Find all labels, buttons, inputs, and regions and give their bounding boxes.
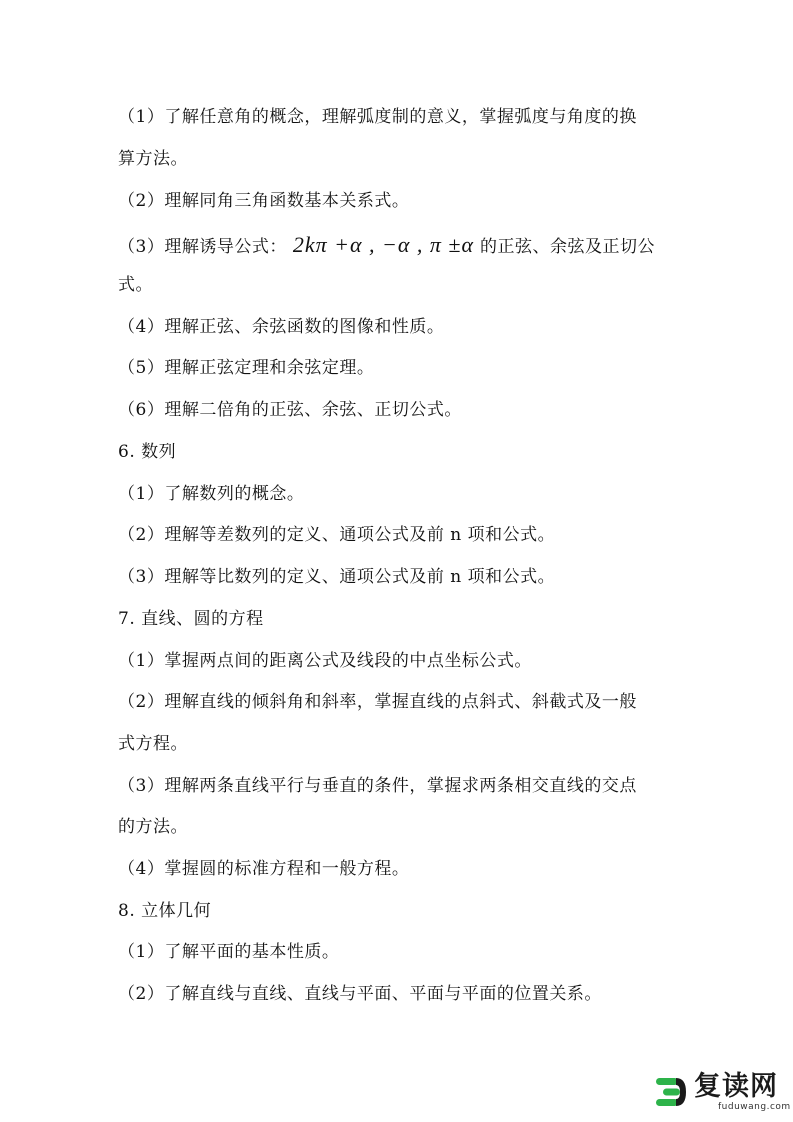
section-heading: 6. 数列: [118, 442, 177, 462]
text-line: （4）掌握圆的标准方程和一般方程。: [118, 859, 410, 879]
text-line: （1）了解任意角的概念，理解弧度制的意义，掌握弧度与角度的换: [118, 107, 637, 127]
text-line: （6）理解二倍角的正弦、余弦、正切公式。: [118, 400, 462, 420]
text-line: 的正弦、余弦及正切公: [480, 237, 656, 257]
watermark-name: 复读网: [694, 1071, 778, 1102]
text-line: （3）理解等比数列的定义、通项公式及前 n 项和公式。: [118, 567, 556, 587]
logo-mark-icon: [654, 1075, 688, 1109]
text-line: （2）理解直线的倾斜角和斜率，掌握直线的点斜式、斜截式及一般: [118, 692, 637, 712]
text-line: （1）了解平面的基本性质。: [118, 942, 340, 962]
text-line: （2）了解直线与直线、直线与平面、平面与平面的位置关系。: [118, 984, 602, 1004]
induction-formula: 2kπ +α , −α , π ±α: [292, 232, 475, 257]
formula-line: [118, 233, 655, 259]
text-line: （1）了解数列的概念。: [118, 484, 305, 504]
section-heading: 8. 立体几何: [118, 901, 212, 921]
text-line: 的方法。: [118, 817, 188, 837]
text-line: （2）理解等差数列的定义、通项公式及前 n 项和公式。: [118, 525, 556, 545]
text-line: （1）掌握两点间的距离公式及线段的中点坐标公式。: [118, 651, 532, 671]
text-line: 式。: [118, 275, 153, 295]
watermark-logo: [654, 1071, 793, 1117]
text-line: （2）理解同角三角函数基本关系式。: [118, 191, 410, 211]
text-line: （4）理解正弦、余弦函数的图像和性质。: [118, 317, 445, 337]
section-heading: 7. 直线、圆的方程: [118, 609, 264, 629]
text-line: （5）理解正弦定理和余弦定理。: [118, 358, 375, 378]
text-line: （3）理解诱导公式：: [118, 237, 287, 257]
text-line: 算方法。: [118, 149, 188, 169]
watermark-url: fuduwang.com: [718, 1102, 791, 1112]
text-line: 式方程。: [118, 734, 188, 754]
text-line: （3）理解两条直线平行与垂直的条件，掌握求两条相交直线的交点: [118, 776, 637, 796]
